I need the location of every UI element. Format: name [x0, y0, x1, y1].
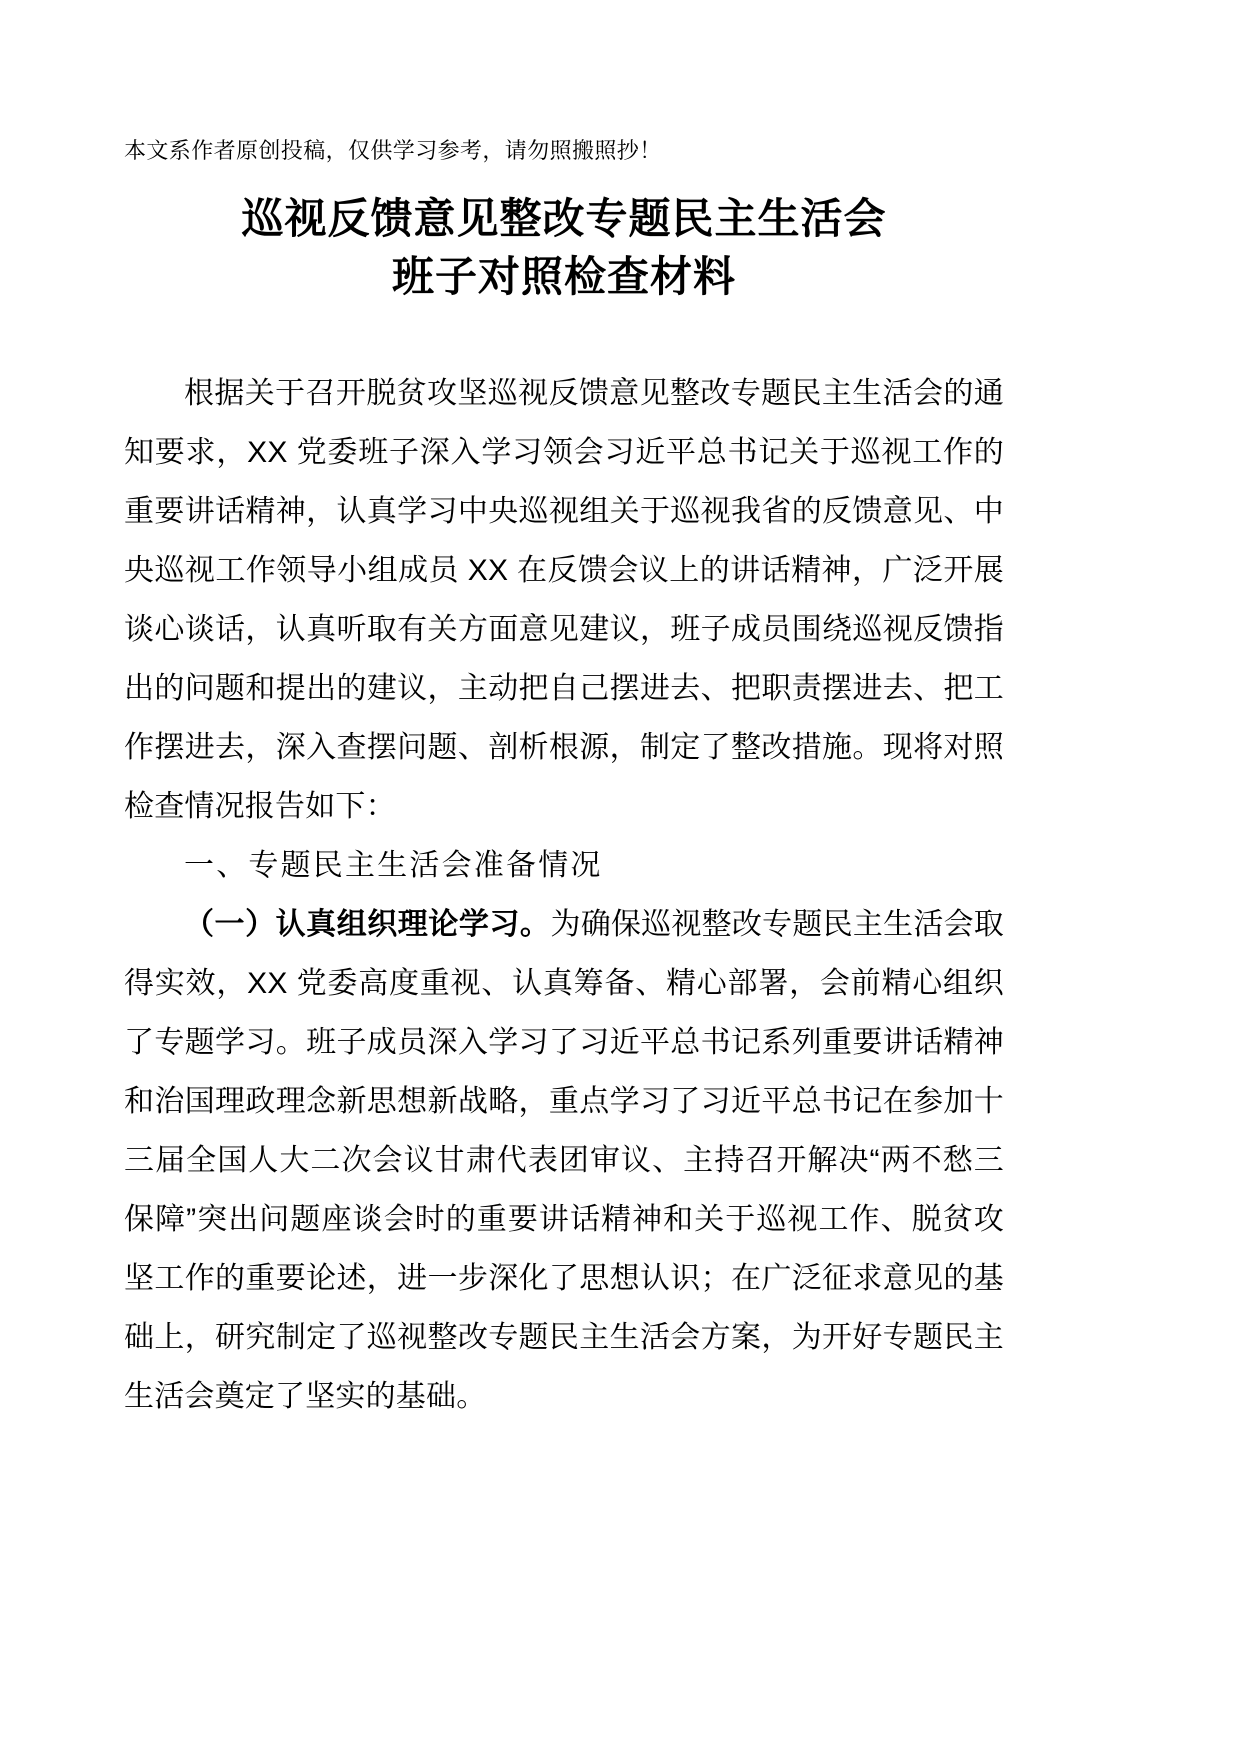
document-body: [124, 364, 1004, 1426]
subsection-one-lead: （一）认真组织理论学习。: [184, 908, 551, 941]
paragraph-intro: 根据关于召开脱贫攻坚巡视反馈意见整改专题民主生活会的通知要求，XX 党委班子深入学习领会习近平总书记关于巡视工作的重要讲话精神，认真学习中央巡视组关于巡视我省的反馈意见、中央巡视工作领导小组成员 XX 在反馈会议上的讲话精神，广泛开展谈心谈话，认真听取有关方面意见建议，班子成员围绕巡视反馈指出的问题和提出的建议，主动把自己摆进去、把职责摆进去、把工作摆进去，深入查摆问题、剖析根源，制定了整改措施。现将对照检查情况报告如下：: [124, 377, 1004, 823]
title-line-1: 巡视反馈意见整改专题民主生活会: [241, 195, 887, 242]
disclaimer-note: 本文系作者原创投稿，仅供学习参考，请勿照搬照抄！: [124, 138, 662, 163]
paragraph-subsection-one: [124, 895, 1004, 1426]
section-heading-one: 一、专题民主生活会准备情况: [184, 849, 603, 882]
document-content: [124, 0, 1004, 1426]
page-title: [124, 190, 1004, 306]
subsection-one-body: 为确保巡视整改专题民主生活会取得实效，XX 党委高度重视、认真筹备、精心部署，会前精心组织了专题学习。班子成员深入学习了习近平总书记系列重要讲话精神和治国理政理念新思想新战略，重点学习了习近平总书记在参加十三届全国人大二次会议甘肃代表团审议、主持召开解决“两不愁三保障”突出问题座谈会时的重要讲话精神和关于巡视工作、脱贫攻坚工作的重要论述，进一步深化了思想认识；在广泛征求意见的基础上，研究制定了巡视整改专题民主生活会方案，为开好专题民主生活会奠定了坚实的基础。: [124, 908, 1005, 1413]
title-line-2: 班子对照检查材料: [391, 253, 736, 300]
